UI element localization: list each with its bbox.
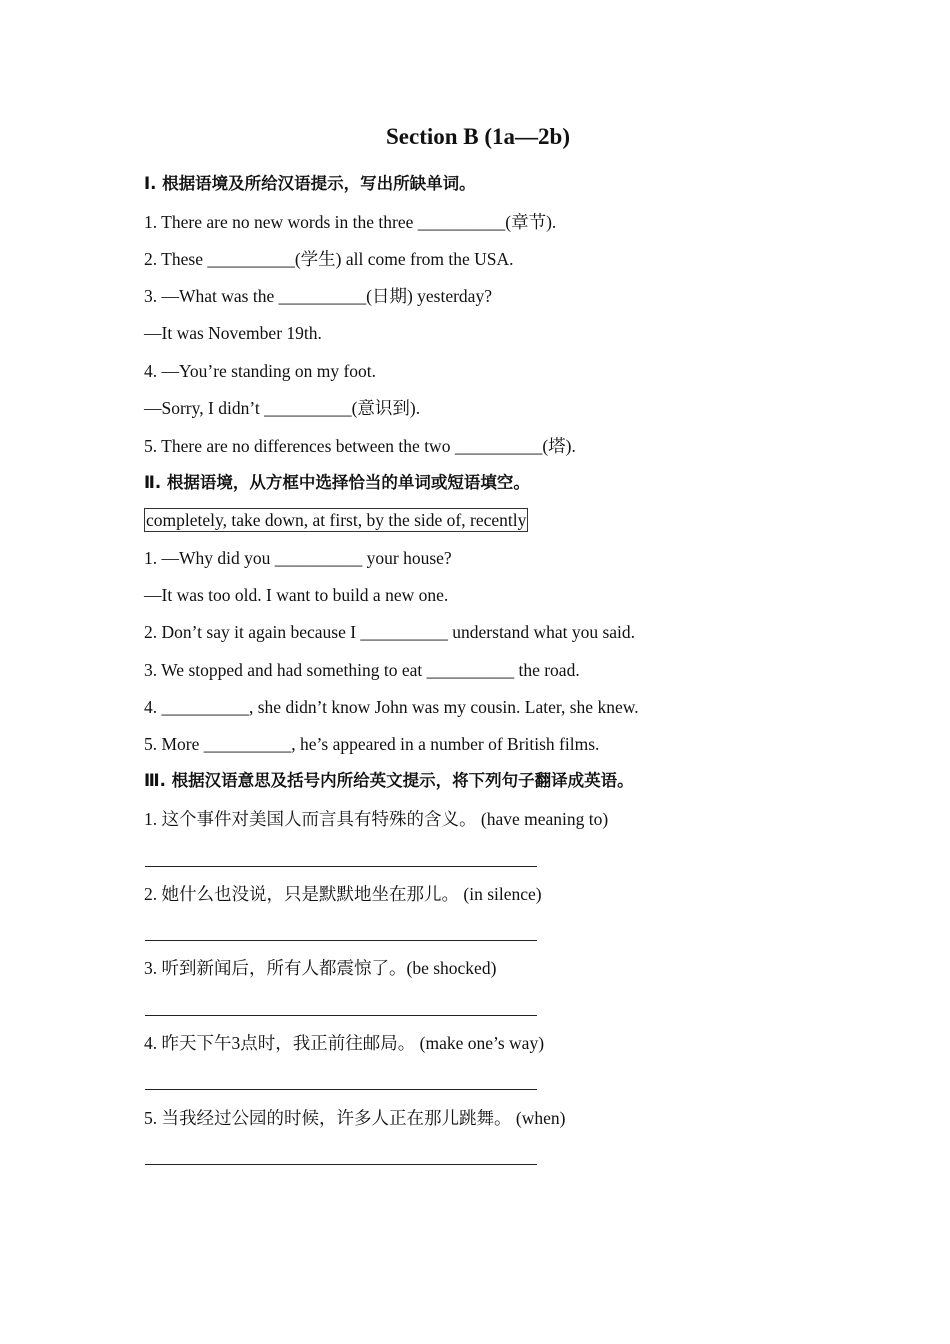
- part1-question-4: 4. —You’re standing on my foot.: [144, 361, 377, 381]
- part3-item-3: 3. 听到新闻后，所有人都震惊了。(be shocked): [144, 958, 497, 978]
- part3-item-4: 4. 昨天下午3点时，我正前往邮局。 (make one’s way): [144, 1033, 545, 1053]
- part3-item-1: 1. 这个事件对美国人而言具有特殊的含义。 (have meaning to): [144, 809, 609, 829]
- word-box: completely, take down, at first, by the side of, recently: [146, 510, 527, 530]
- part1-question-5: 5. There are no differences between the two __________(塔).: [144, 436, 576, 456]
- part2-heading: Ⅱ. 根据语境，从方框中选择恰当的单词或短语填空。: [144, 473, 530, 492]
- answer-line-4[interactable]: [145, 1089, 537, 1090]
- answer-line-1[interactable]: [145, 866, 537, 867]
- part3-heading: Ⅲ. 根据汉语意思及括号内所给英文提示，将下列句子翻译成英语。: [144, 771, 634, 790]
- part1-heading: Ⅰ. 根据语境及所给汉语提示，写出所缺单词。: [144, 174, 476, 193]
- part3-item-2: 2. 她什么也没说，只是默默地坐在那儿。 (in silence): [144, 884, 542, 904]
- part2-question-1-answer: —It was too old. I want to build a new one.: [144, 585, 449, 605]
- part1-question-2: 2. These __________(学生) all come from the USA.: [144, 249, 514, 269]
- part2-question-4: 4. __________, she didn’t know John was my cousin. Later, she knew.: [144, 697, 639, 717]
- answer-line-2[interactable]: [145, 940, 537, 941]
- part1-question-4-answer: —Sorry, I didn’t __________(意识到).: [144, 398, 421, 418]
- part1-question-1: 1. There are no new words in the three __________(章节).: [144, 212, 557, 232]
- part2-question-5: 5. More __________, he’s appeared in a number of British films.: [144, 734, 600, 754]
- part3-item-5: 5. 当我经过公园的时候，许多人正在那儿跳舞。 (when): [144, 1108, 566, 1128]
- answer-line-5[interactable]: [145, 1164, 537, 1165]
- answer-line-3[interactable]: [145, 1015, 537, 1016]
- part2-question-2: 2. Don’t say it again because I __________ understand what you said.: [144, 622, 636, 642]
- part1-question-3-answer: —It was November 19th.: [144, 323, 322, 343]
- page-title: Section B (1a—2b): [386, 124, 570, 149]
- part1-question-3: 3. —What was the __________(日期) yesterday?: [144, 286, 492, 306]
- part2-question-1: 1. —Why did you __________ your house?: [144, 548, 452, 568]
- part2-question-3: 3. We stopped and had something to eat __________ the road.: [144, 660, 580, 680]
